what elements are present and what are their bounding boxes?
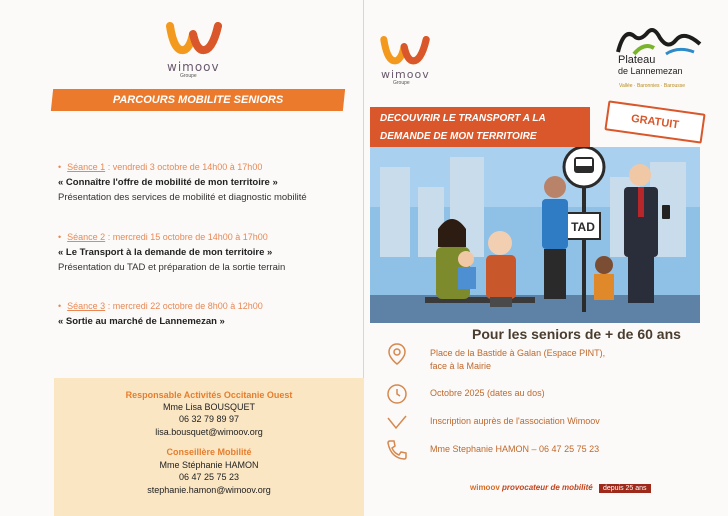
parcours-banner-title: PARCOURS MOBILITE SENIORS [112, 94, 284, 106]
footer-tagline: provocateur de mobilité [502, 483, 593, 492]
wimoov-logo-right-icon [380, 36, 430, 66]
date-text: Octobre 2025 (dates au dos) [430, 388, 545, 398]
seniors-bus-stop-illustration [370, 147, 700, 323]
right-logo-text: wimoov [381, 68, 430, 81]
session-3: • Séance 3 : mercredi 22 octobre de 8h00 à 12h00 « Sortie au marché de Lannemezan » [58, 299, 348, 329]
cons-name: Mme Stéphanie HAMON [159, 460, 259, 470]
resp-title: Responsable Activités Occitanie Ouest [125, 390, 293, 400]
session-3-title: « Sortie au marché de Lannemezan » [58, 316, 225, 327]
tad-banner-line1: DECOUVRIR LE TRANSPORT A LA [380, 113, 546, 124]
left-logo-sub: Groupe [180, 73, 197, 79]
cons-phone: 06 47 25 75 23 [178, 472, 240, 482]
session-2-desc: Présentation du TAD et préparation de la sortie terrain [58, 262, 286, 273]
tad-banner-line2: DEMANDE DE MON TERRITOIRE [380, 131, 537, 142]
registration-text: Inscription auprès de l'association Wimoov [430, 416, 600, 426]
gratuit-stamp: GRATUIT [604, 100, 705, 143]
session-2: • Séance 2 : mercredi 15 octobre de 14h00 à 17h00 « Le Transport à la demande de mon territoire » Présentation du TAD et préparation de la sortie terrain [58, 230, 348, 275]
footer-brand: wimoov [470, 483, 500, 492]
tad-sign-text: TAD [571, 220, 595, 234]
location-text-2: face à la Mairie [430, 361, 492, 371]
partner-name: Plateau de Lannemezan [618, 54, 683, 76]
session-1-title: « Connaître l'offre de mobilité de mon territoire » [58, 177, 278, 188]
target-audience-headline: Pour les seniors de + de 60 ans [472, 326, 681, 342]
cons-title: Conseillère Mobilité [166, 447, 252, 457]
clock-icon [385, 382, 409, 406]
cons-email[interactable]: stephanie.hamon@wimoov.org [147, 485, 271, 495]
resp-phone: 06 32 79 89 97 [178, 414, 240, 424]
left-logo-text: wimoov [167, 60, 220, 74]
location-text-1: Place de la Bastide à Galan (Espace PINT), [430, 348, 606, 358]
checkmark-icon [385, 410, 409, 434]
plateau-lannemezan-logo-icon [614, 24, 704, 56]
session-3-label: Séance 3 [67, 301, 106, 311]
session-1: • Séance 1 : vendredi 3 octobre de 14h00 à 17h00 « Connaître l'offre de mobilité de mon territoire » Présentation des services de mobilité et diagnostic mobilité [58, 160, 348, 205]
session-1-desc: Présentation des services de mobilité et diagnostic mobilité [58, 192, 307, 203]
session-2-when: : mercredi 15 octobre de 14h00 à 17h00 [107, 232, 268, 242]
phone-icon [385, 438, 409, 462]
resp-name: Mme Lisa BOUSQUET [162, 402, 256, 412]
session-2-label: Séance 2 [67, 232, 106, 242]
location-pin-icon [385, 342, 409, 366]
resp-email[interactable]: lisa.bousquet@wimoov.org [155, 427, 263, 437]
wimoov-logo-icon [166, 22, 222, 56]
session-3-when: : mercredi 22 octobre de 8h00 à 12h00 [107, 301, 263, 311]
session-1-when: : vendredi 3 octobre de 14h00 à 17h00 [107, 162, 263, 172]
partner-tagline: Vallée · Baronnies · Barousse [619, 83, 686, 89]
session-1-label: Séance 1 [67, 162, 106, 172]
right-logo-sub: Groupe [393, 80, 410, 86]
footer-signature [470, 483, 651, 493]
phone-contact-text: Mme Stephanie HAMON – 06 47 25 75 23 [430, 444, 600, 454]
footer-badge: depuis 25 ans [599, 484, 651, 493]
session-2-title: « Le Transport à la demande de mon territoire » [58, 247, 273, 258]
